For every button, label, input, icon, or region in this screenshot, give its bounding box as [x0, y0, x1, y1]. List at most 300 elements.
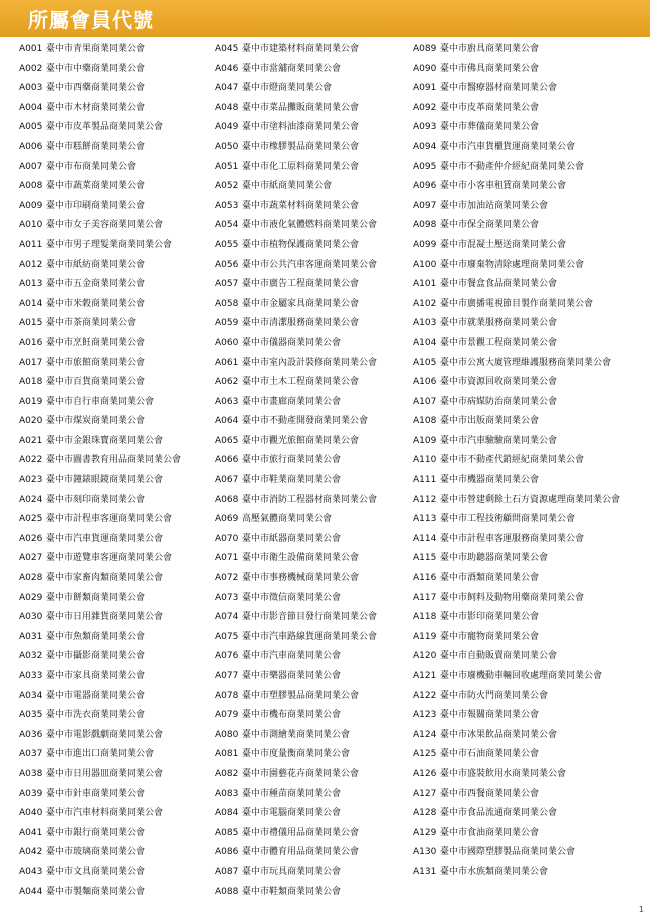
member-row — [413, 393, 645, 413]
member-name: 臺中市觀光旅館商業同業公會 — [242, 435, 360, 446]
member-code: A006 — [19, 141, 43, 152]
member-code: A045 — [215, 44, 239, 54]
member-code: A051 — [215, 161, 239, 172]
member-name: 臺中市日用器皿商業同業公會 — [46, 768, 164, 779]
member-code: A034 — [19, 690, 43, 701]
member-code: A063 — [215, 396, 239, 407]
member-code: A064 — [215, 416, 239, 427]
member-name: 臺中市體育用品商業同業公會 — [242, 847, 360, 858]
member-row — [413, 745, 645, 765]
member-row — [215, 628, 413, 648]
member-name: 臺中市金屬家具商業同業公會 — [242, 298, 360, 309]
member-name: 臺中市魚類商業同業公會 — [46, 631, 146, 642]
member-name: 臺中市醫療器材商業同業公會 — [440, 83, 558, 94]
member-name: 臺中市汽車路線貨運商業同業公會 — [242, 631, 378, 642]
member-code: A068 — [215, 494, 239, 505]
member-name: 臺中市煤炭商業同業公會 — [46, 416, 146, 427]
member-name: 臺中市影印商業同業公會 — [440, 612, 540, 623]
member-row — [413, 197, 645, 217]
member-row — [19, 138, 215, 158]
member-row — [413, 432, 645, 452]
member-code: A096 — [413, 181, 437, 192]
member-row — [413, 824, 645, 844]
member-row — [19, 177, 215, 197]
member-name: 臺中市化工原料商業同業公會 — [242, 161, 360, 172]
member-name: 臺中市不動產仲介經紀商業同業公會 — [440, 161, 585, 172]
member-row — [413, 138, 645, 158]
member-name: 臺中市皮革製品商業同業公會 — [46, 122, 164, 133]
member-row — [215, 706, 413, 726]
member-name: 臺中市家具商業同業公會 — [46, 671, 146, 681]
member-code: A101 — [413, 279, 437, 290]
member-name: 臺中市廣播電視節目製作商業同業公會 — [440, 298, 594, 309]
member-code: A029 — [19, 592, 43, 603]
member-name: 臺中市汽車驗驗商業同業公會 — [440, 435, 558, 446]
member-code: A072 — [215, 573, 239, 584]
member-row — [413, 177, 645, 197]
member-row — [215, 236, 413, 256]
member-code: A061 — [215, 357, 239, 368]
member-code: A070 — [215, 533, 239, 544]
member-name: 臺中市玩具商業同業公會 — [242, 866, 342, 877]
member-row — [215, 510, 413, 530]
member-code: A007 — [19, 161, 43, 172]
member-row — [215, 608, 413, 628]
member-code: A065 — [215, 435, 239, 446]
member-code: A069 — [215, 514, 239, 525]
member-row — [19, 765, 215, 785]
member-name: 臺中市廢棄物清除處理商業同業公會 — [440, 259, 585, 270]
member-row — [19, 118, 215, 138]
member-row — [19, 216, 215, 236]
member-code: A041 — [19, 827, 43, 838]
member-row — [413, 667, 645, 687]
member-code: A014 — [19, 298, 43, 309]
member-row — [215, 589, 413, 609]
member-row — [413, 275, 645, 295]
member-name: 臺中市茶商業同業公會 — [46, 318, 137, 329]
member-row — [19, 745, 215, 765]
member-name: 臺中市木材商業同業公會 — [46, 102, 146, 113]
member-row — [19, 530, 215, 550]
member-code: A052 — [215, 181, 239, 192]
member-row — [215, 883, 413, 903]
member-row — [19, 236, 215, 256]
member-name: 臺中市男子理髮業商業同業公會 — [46, 239, 173, 250]
member-code: A099 — [413, 239, 437, 250]
member-name: 臺中市水族類商業同業公會 — [440, 866, 549, 877]
member-code: A119 — [413, 631, 437, 642]
member-name: 臺中市食品流通商業同業公會 — [440, 808, 558, 819]
member-code: A129 — [413, 827, 437, 838]
member-code: A125 — [413, 749, 437, 760]
member-name: 臺中市五金商業同業公會 — [46, 279, 146, 290]
member-name: 臺中市葬儀商業同業公會 — [440, 122, 540, 133]
member-name: 臺中市西藥商業同業公會 — [46, 83, 146, 94]
member-row — [413, 471, 645, 491]
member-code: A032 — [19, 651, 43, 662]
member-code: A027 — [19, 553, 43, 564]
member-row — [215, 216, 413, 236]
member-row — [413, 804, 645, 824]
member-row — [19, 883, 215, 903]
member-row — [19, 687, 215, 707]
member-row — [19, 706, 215, 726]
member-name: 臺中市植物保護商業同業公會 — [242, 239, 360, 250]
member-code: A026 — [19, 533, 43, 544]
member-column-3 — [413, 40, 645, 883]
member-code: A114 — [413, 533, 437, 544]
member-code: A049 — [215, 122, 239, 133]
member-name: 臺中市自行車商業同業公會 — [46, 396, 155, 407]
member-row — [19, 79, 215, 99]
member-name: 臺中市工程技術顧問商業同業公會 — [440, 514, 576, 525]
member-row — [413, 354, 645, 374]
page-header — [0, 0, 650, 37]
member-code: A003 — [19, 83, 43, 94]
member-row — [413, 216, 645, 236]
member-code: A082 — [215, 768, 239, 779]
member-name: 臺中市冰果飲品商業同業公會 — [440, 729, 558, 740]
member-row — [215, 60, 413, 80]
member-row — [19, 471, 215, 491]
member-code: A080 — [215, 729, 239, 740]
member-code: A002 — [19, 63, 43, 74]
member-code: A115 — [413, 553, 437, 564]
member-name: 臺中市糕餅商業同業公會 — [46, 141, 146, 152]
member-row — [215, 373, 413, 393]
page-number: 1 — [638, 905, 644, 914]
member-row — [215, 275, 413, 295]
member-code: A110 — [413, 455, 437, 466]
member-name: 臺中市銀行商業同業公會 — [46, 827, 146, 838]
member-row — [19, 549, 215, 569]
member-name: 臺中市百貨商業同業公會 — [46, 377, 146, 388]
member-name: 臺中市食油商業同業公會 — [440, 827, 540, 838]
member-code: A035 — [19, 710, 43, 721]
member-row — [413, 647, 645, 667]
member-row — [19, 393, 215, 413]
member-row — [19, 256, 215, 276]
member-code: A095 — [413, 161, 437, 172]
member-name: 臺中市園藝花卉商業同業公會 — [242, 768, 360, 779]
member-name: 臺中市樂器商業同業公會 — [242, 671, 342, 681]
member-name: 臺中市電腦商業同業公會 — [242, 808, 342, 819]
member-row — [19, 275, 215, 295]
member-row — [19, 824, 215, 844]
member-code: A024 — [19, 494, 43, 505]
member-name: 臺中市徵信商業同業公會 — [242, 592, 342, 603]
member-name: 臺中市機器商業同業公會 — [440, 475, 540, 486]
member-name: 臺中市酒類商業同業公會 — [440, 573, 540, 584]
member-code: A106 — [413, 377, 437, 388]
member-name: 臺中市洗衣商業同業公會 — [46, 710, 146, 721]
member-row — [413, 60, 645, 80]
member-code: A059 — [215, 318, 239, 329]
member-row — [413, 569, 645, 589]
member-name: 臺中市液化氣體燃料商業同業公會 — [242, 220, 378, 231]
member-row — [413, 40, 645, 60]
member-code: A066 — [215, 455, 239, 466]
member-row — [19, 647, 215, 667]
member-code: A073 — [215, 592, 239, 603]
member-row — [215, 687, 413, 707]
member-code: A118 — [413, 612, 437, 623]
member-row — [19, 589, 215, 609]
member-name: 臺中市廣告工程商業同業公會 — [242, 279, 360, 290]
member-name: 臺中市西餐商業同業公會 — [440, 788, 540, 799]
member-name: 臺中市印刷商業同業公會 — [46, 200, 146, 211]
member-row — [413, 549, 645, 569]
member-name: 臺中市遊覽車客運商業同業公會 — [46, 553, 173, 564]
member-code: A062 — [215, 377, 239, 388]
member-name: 臺中市就業服務商業同業公會 — [440, 318, 558, 329]
member-name: 臺中市烹飪商業同業公會 — [46, 337, 146, 348]
member-row — [19, 432, 215, 452]
member-row — [413, 334, 645, 354]
member-row — [19, 158, 215, 178]
member-name: 臺中市刻印商業同業公會 — [46, 494, 146, 505]
member-row — [19, 726, 215, 746]
member-name: 臺中市製麵商業同業公會 — [46, 886, 146, 897]
member-name: 臺中市女子美容商業同業公會 — [46, 220, 164, 231]
member-code: A018 — [19, 377, 43, 388]
member-code: A056 — [215, 259, 239, 270]
member-row — [215, 451, 413, 471]
member-code: A013 — [19, 279, 43, 290]
member-code: A094 — [413, 141, 437, 152]
member-row — [215, 79, 413, 99]
member-column-2 — [215, 40, 413, 902]
member-code: A058 — [215, 298, 239, 309]
member-name: 臺中市計程車客運商業同業公會 — [46, 514, 173, 525]
member-code: A015 — [19, 318, 43, 329]
member-name: 臺中市文具商業同業公會 — [46, 866, 146, 877]
member-code: A039 — [19, 788, 43, 799]
member-code: A109 — [413, 435, 437, 446]
member-code: A128 — [413, 808, 437, 819]
member-row — [215, 804, 413, 824]
member-name: 臺中市加油站商業同業公會 — [440, 200, 549, 211]
member-row — [215, 295, 413, 315]
member-code: A112 — [413, 494, 437, 505]
member-name: 臺中市不動產代銷經紀商業同業公會 — [440, 455, 585, 466]
member-row — [413, 589, 645, 609]
member-code: A113 — [413, 514, 437, 525]
member-row — [19, 569, 215, 589]
member-row — [215, 785, 413, 805]
member-code: A091 — [413, 83, 437, 94]
member-code: A050 — [215, 141, 239, 152]
member-row — [413, 726, 645, 746]
member-row — [19, 40, 215, 60]
member-name: 臺中市助聽器商業同業公會 — [440, 553, 549, 564]
member-name: 臺中市家畜肉類商業同業公會 — [46, 573, 164, 584]
member-code: A100 — [413, 259, 437, 270]
member-code: A121 — [413, 671, 437, 681]
member-row — [215, 393, 413, 413]
member-code: A097 — [413, 200, 437, 211]
member-code: A025 — [19, 514, 43, 525]
member-code: A074 — [215, 612, 239, 623]
member-row — [19, 667, 215, 687]
member-name: 臺中市景觀工程商業同業公會 — [440, 337, 558, 348]
member-code: A093 — [413, 122, 437, 133]
member-row — [19, 804, 215, 824]
member-code: A124 — [413, 729, 437, 740]
member-row — [19, 99, 215, 119]
member-code: A043 — [19, 866, 43, 877]
member-code: A077 — [215, 671, 239, 681]
member-row — [215, 765, 413, 785]
member-name: 臺中市蔬菜材料商業同業公會 — [242, 200, 360, 211]
member-name: 臺中市小客車租賃商業同業公會 — [440, 181, 567, 192]
member-row — [19, 334, 215, 354]
member-name: 臺中市消防工程器材商業同業公會 — [242, 494, 378, 505]
member-code: A086 — [215, 847, 239, 858]
member-row — [413, 295, 645, 315]
member-name: 臺中市汽車商業同業公會 — [242, 651, 342, 662]
member-name: 臺中市公寓大廈管理維護服務商業同業公會 — [440, 357, 612, 368]
member-row — [215, 138, 413, 158]
member-code: A016 — [19, 337, 43, 348]
member-name: 臺中市皮革商業同業公會 — [440, 102, 540, 113]
member-code: A060 — [215, 337, 239, 348]
member-row — [215, 549, 413, 569]
member-name: 臺中市日用雜貨商業同業公會 — [46, 612, 164, 623]
member-name: 臺中市防火門商業同業公會 — [440, 690, 549, 701]
member-row — [413, 412, 645, 432]
member-code: A053 — [215, 200, 239, 211]
member-name: 臺中市布商業同業公會 — [46, 161, 137, 172]
member-row — [215, 863, 413, 883]
member-name: 臺中市圖書教育用品商業同業公會 — [46, 455, 182, 466]
member-code: A057 — [215, 279, 239, 290]
member-row — [215, 314, 413, 334]
member-row — [215, 824, 413, 844]
member-name: 臺中市鞋業商業同業公會 — [242, 475, 342, 486]
member-name: 臺中市寵物商業同業公會 — [440, 631, 540, 642]
member-name: 臺中市汽車貨運商業同業公會 — [46, 533, 164, 544]
member-code: A116 — [413, 573, 437, 584]
member-row — [19, 295, 215, 315]
member-column-1 — [19, 40, 215, 902]
member-name: 臺中市廢機動車輛回收處理商業同業公會 — [440, 671, 603, 681]
member-code: A127 — [413, 788, 437, 799]
member-code: A017 — [19, 357, 43, 368]
member-code: A010 — [19, 220, 43, 231]
member-name: 臺中市蔬菜商業同業公會 — [46, 181, 146, 192]
member-name: 臺中市測繪業商業同業公會 — [242, 729, 351, 740]
member-row — [19, 354, 215, 374]
member-row — [413, 256, 645, 276]
member-row — [215, 569, 413, 589]
member-name: 臺中市汽車貨櫃貨運商業同業公會 — [440, 141, 576, 152]
member-code: A105 — [413, 357, 437, 368]
member-code: A083 — [215, 788, 239, 799]
member-name: 臺中市進出口商業同業公會 — [46, 749, 155, 760]
member-name: 臺中市飼料及動物用藥商業同業公會 — [440, 592, 585, 603]
member-row — [215, 354, 413, 374]
member-name: 臺中市計程車客運服務商業同業公會 — [440, 533, 585, 544]
member-row — [413, 608, 645, 628]
member-code: A036 — [19, 729, 43, 740]
member-code: A102 — [413, 298, 437, 309]
member-code: A031 — [19, 631, 43, 642]
member-name: 臺中市報關商業同業公會 — [440, 710, 540, 721]
member-name: 臺中市米穀商業同業公會 — [46, 298, 146, 309]
member-row — [19, 373, 215, 393]
member-code: A108 — [413, 416, 437, 427]
member-name: 臺中市佛具商業同業公會 — [440, 63, 540, 74]
member-row — [19, 843, 215, 863]
member-row — [413, 706, 645, 726]
member-row — [19, 60, 215, 80]
member-row — [413, 628, 645, 648]
member-row — [215, 99, 413, 119]
page-title: 所屬會員代號 — [28, 8, 154, 32]
member-name: 臺中市紙商業同業公會 — [242, 181, 333, 192]
member-name: 臺中市畫廊商業同業公會 — [242, 396, 342, 407]
member-code: A130 — [413, 847, 437, 858]
member-name: 臺中市紙紡商業同業公會 — [46, 259, 146, 270]
member-row — [215, 177, 413, 197]
member-code: A046 — [215, 63, 239, 74]
member-code: A023 — [19, 475, 43, 486]
member-row — [413, 843, 645, 863]
member-row — [19, 197, 215, 217]
member-row — [413, 863, 645, 883]
member-name: 臺中市自動販賣商業同業公會 — [440, 651, 558, 662]
member-name: 臺中市衛生設備商業同業公會 — [242, 553, 360, 564]
member-row — [19, 628, 215, 648]
member-code: A005 — [19, 122, 43, 133]
member-name: 臺中市病媒防治商業同業公會 — [440, 396, 558, 407]
member-name: 臺中市青果商業同業公會 — [46, 44, 146, 54]
member-name: 臺中市土木工程商業同業公會 — [242, 377, 360, 388]
member-name: 臺中市資源回收商業同業公會 — [440, 377, 558, 388]
member-name: 臺中市針車商業同業公會 — [46, 788, 146, 799]
member-name: 臺中市建築材料商業同業公會 — [242, 44, 360, 54]
member-row — [19, 863, 215, 883]
member-code: A079 — [215, 710, 239, 721]
member-code: A054 — [215, 220, 239, 231]
member-name: 臺中市影音節目發行商業同業公會 — [242, 612, 378, 623]
member-name: 臺中市旅行商業同業公會 — [242, 455, 342, 466]
member-name: 臺中市國際塑膠製品商業同業公會 — [440, 847, 576, 858]
member-code: A022 — [19, 455, 43, 466]
member-name: 臺中市攝影商業同業公會 — [46, 651, 146, 662]
member-row — [413, 236, 645, 256]
member-code: A004 — [19, 102, 43, 113]
member-code: A055 — [215, 239, 239, 250]
member-code: A012 — [19, 259, 43, 270]
member-row — [19, 314, 215, 334]
member-name: 臺中市機布商業同業公會 — [242, 710, 342, 721]
member-name: 臺中市菜品攤販商業同業公會 — [242, 102, 360, 113]
member-row — [215, 412, 413, 432]
member-code: A040 — [19, 808, 43, 819]
member-code: A104 — [413, 337, 437, 348]
member-name: 臺中市清潔服務商業同業公會 — [242, 318, 360, 329]
member-code: A090 — [413, 63, 437, 74]
member-code: A009 — [19, 200, 43, 211]
member-row — [413, 373, 645, 393]
member-code: A021 — [19, 435, 43, 446]
member-name: 臺中市旅館商業同業公會 — [46, 357, 146, 368]
member-row — [215, 647, 413, 667]
member-name: 臺中市鞋類商業同業公會 — [242, 886, 342, 897]
